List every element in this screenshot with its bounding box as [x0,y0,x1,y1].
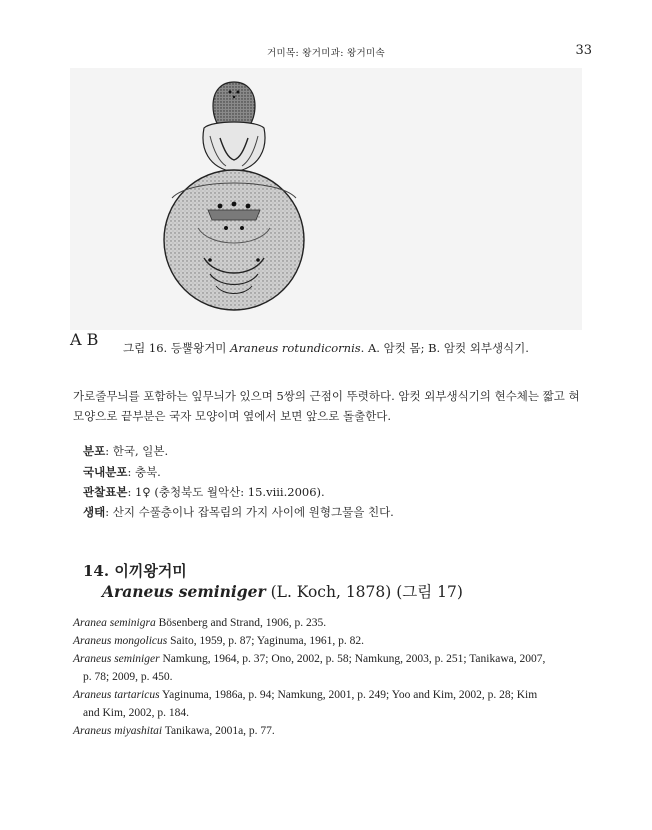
synonym-entry [73,633,583,651]
description-line-2: 모양으로 끝부분은 국자 모양이며 옆에서 보면 앞으로 돌출한다. [73,409,392,423]
figure-label-b: B [86,330,99,349]
species-heading [83,560,187,581]
field-label: 국내분포 [83,465,128,479]
figure-caption [70,340,582,356]
running-head: 거미목: 왕거미과: 왕거미속 [267,48,385,59]
synonym-name: Araneus miyashitai [73,725,163,737]
species-authority: (L. Koch, 1878) [270,583,392,601]
synonym-continuation: and Kim, 2002, p. 184. [83,707,190,719]
caption-suffix: . A. 암컷 몸; B. 암컷 외부생식기. [360,341,529,355]
synonym-ref: Bösenberg and Strand, 1906, p. 235. [155,617,327,629]
field-label: 생태 [83,505,106,519]
figure-illustration [70,68,582,330]
synonym-name: Aranea seminigra [73,617,156,629]
synonym-ref: Namkung, 1964, p. 37; Ono, 2002, p. 58; Namkung, 2003, p. 251; Tanikawa, 2007, [159,653,546,665]
field-ecology [83,504,394,520]
caption-prefix: 그림 16. [123,341,168,355]
synonym-entry [73,723,583,741]
species-latin-name: Araneus seminiger [102,582,266,601]
species-korean-name: 이끼왕거미 [114,562,187,580]
synonym-name: Araneus tartaricus [73,689,160,701]
synonym-entry [73,651,583,669]
figure-label-a: A [70,330,82,349]
synonym-ref: Yaginuma, 1986a, p. 94; Namkung, 2001, p. 249; Yoo and Kim, 2002, p. 28; Kim [159,689,538,701]
field-value: : 한국, 일본. [105,444,169,458]
description-line-1: 가로줄무늬를 포함하는 잎무늬가 있으며 5쌍의 근점이 뚜렷하다. 암컷 외부생식기의 현수체는 짧고 혀 [73,389,580,403]
synonym-name: Araneus mongolicus [73,635,168,647]
synonym-entry [73,687,583,705]
synonym-entry [73,615,583,633]
species-figure-ref: (그림 17) [396,583,463,601]
species-scientific-name [102,580,463,602]
synonym-ref: Saito, 1959, p. 87; Yaginuma, 1961, p. 82. [167,635,365,647]
field-label: 분포 [83,444,106,458]
field-value: : 1♀ (충청북도 월악산: 15.viii.2006). [127,485,325,499]
synonym-name: Araneus seminiger [73,653,160,665]
field-specimens [83,484,325,500]
field-value: : 충북. [127,465,161,479]
field-label: 관찰표본 [83,485,128,499]
synonym-ref: Tanikawa, 2001a, p. 77. [162,725,275,737]
caption-latin-name: Araneus rotundicornis [230,341,361,355]
species-number: 14. [83,562,110,580]
page-number: 33 [575,43,592,58]
field-distribution [83,443,168,459]
field-korea-distribution [83,464,161,480]
synonym-continuation: p. 78; 2009, p. 450. [83,671,173,683]
field-value: : 산지 수풀층이나 잡목림의 가지 사이에 원형그물을 친다. [105,505,394,519]
drawing-a-spider-body [164,82,304,310]
caption-korean-name: 등뿔왕거미 [170,341,227,355]
